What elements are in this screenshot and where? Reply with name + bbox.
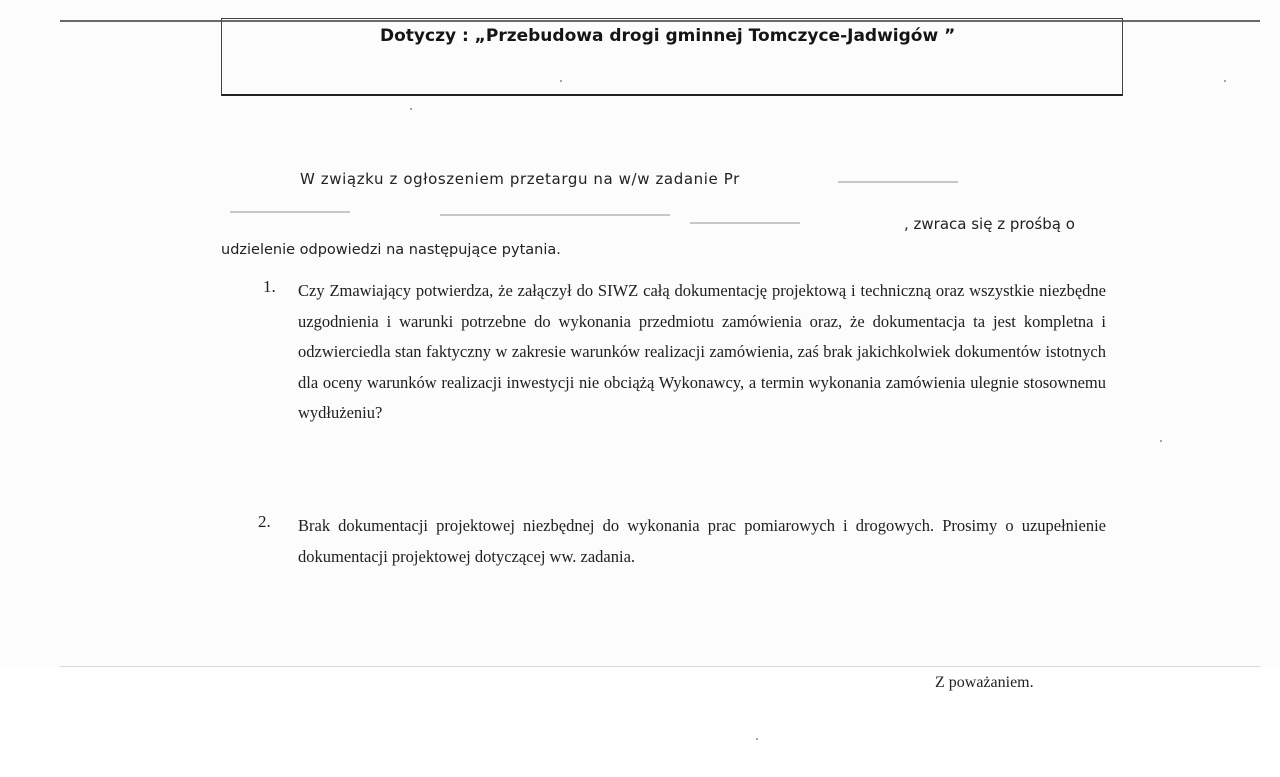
redaction-mark — [440, 214, 670, 216]
intro-line-2-end: , zwraca się z prośbą o — [904, 215, 1075, 233]
question-number: 2. — [258, 512, 271, 531]
redaction-mark — [690, 222, 800, 224]
intro-line-1: W związku z ogłoszeniem przetargu na w/w zadanie Pr — [300, 170, 740, 188]
redaction-mark — [838, 181, 958, 183]
scan-band-edge — [60, 666, 1260, 667]
intro-line-3: udzielenie odpowiedzi na następujące pytania. — [221, 242, 561, 258]
question-text: Czy Zmawiający potwierdza, że załączył do SIWZ całą dokumentację projektową i techniczną oraz wszystkie niezbędne uzgodnienia i warunki potrzebne do wykonania przedmiotu zamówienia oraz, że dokumentacja ta jest kompletna i odzwierciedla stan faktyczny w zakresie warunków realizacji zamówienia, zaś brak jakichkolwiek dokumentów istotnych dla oceny warunków realizacji inwestycji nie obciążą Wykonawcy, a termin wykonania zamówienia ulegnie stosownemu wydłużeniu? — [298, 281, 1106, 422]
scan-speck — [410, 108, 412, 110]
scan-speck — [560, 80, 562, 82]
closing-salutation: Z poważaniem. — [935, 674, 1034, 691]
scan-speck — [1160, 440, 1162, 442]
scan-lower-band — [0, 668, 1280, 777]
redaction-mark — [230, 211, 350, 213]
subject-heading: Dotyczy : „Przebudowa drogi gminnej Tomczyce-Jadwigów ” — [380, 26, 956, 46]
scan-speck — [1224, 80, 1226, 82]
question-text: Brak dokumentacji projektowej niezbędnej do wykonania prac pomiarowych i drogowych. Prosimy o uzupełnienie dokumentacji projektowej dotyczącej ww. zadania. — [298, 516, 1106, 566]
scan-speck — [756, 738, 758, 740]
question-number: 1. — [263, 277, 276, 296]
